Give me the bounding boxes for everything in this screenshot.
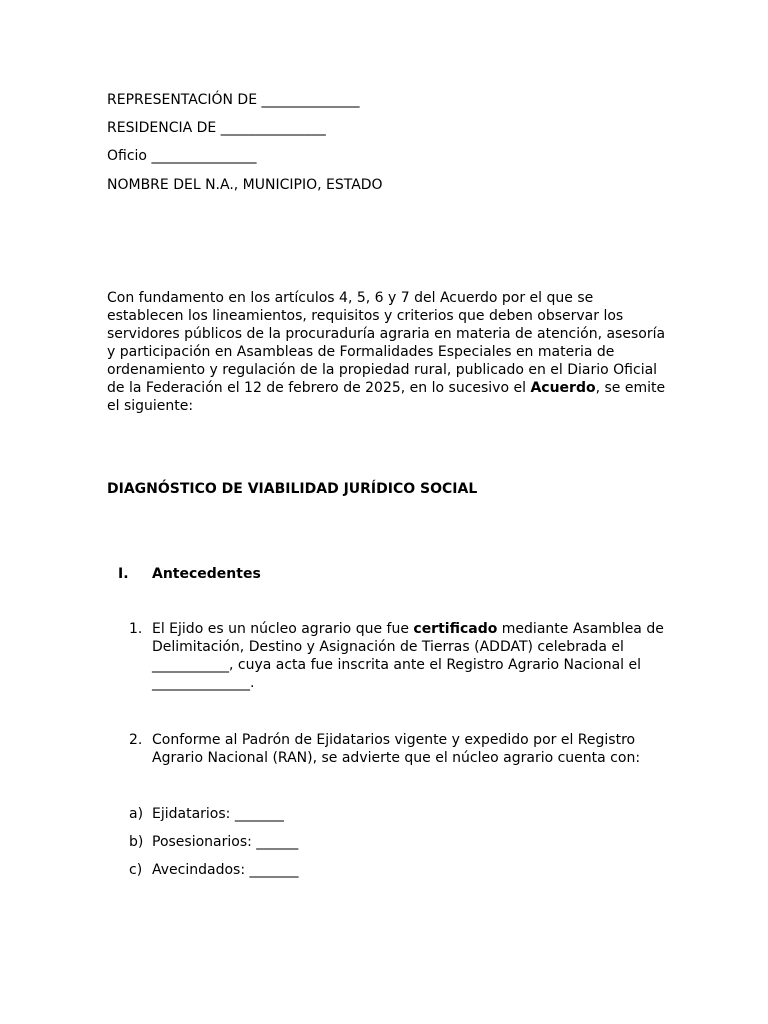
list-item-row: ___________, cuya acta fue inscrita ante el Registro Agrario Nacional el — [152, 657, 642, 673]
sublist-marker: c) — [129, 862, 143, 878]
intro-row: servidores públicos de la procuraduría agraria en materia de atención, asesoría — [107, 326, 666, 342]
list-item-row — [152, 620, 664, 638]
intro-row: Con fundamento en los artículos 4, 5, 6 y 7 del Acuerdo por el que se — [107, 290, 594, 306]
list-item-body — [152, 731, 640, 767]
oficio-line: Oficio _______________ — [107, 148, 257, 164]
residence-line: RESIDENCIA DE _______________ — [107, 120, 326, 136]
sublist-marker: b) — [129, 834, 144, 850]
section-title: Antecedentes — [152, 566, 261, 582]
intro-row: el siguiente: — [107, 398, 194, 414]
list-item-row: Delimitación, Destino y Asignación de Tierras (ADDAT) celebrada el — [152, 639, 624, 655]
section-heading — [118, 565, 261, 583]
list-item-row: Conforme al Padrón de Ejidatarios vigente y expedido por el Registro — [152, 732, 636, 748]
nucleus-name-line: NOMBRE DEL N.A., MUNICIPIO, ESTADO — [107, 177, 383, 193]
list-item-body — [152, 620, 664, 692]
acuerdo-term: Acuerdo — [530, 380, 596, 396]
sublist-text: Posesionarios: ______ — [152, 834, 299, 850]
intro-row: establecen los lineamientos, requisitos y criterios que deben observar los — [107, 308, 624, 324]
section-number: I. — [118, 566, 129, 582]
sublist-text: Ejidatarios: _______ — [152, 806, 284, 822]
intro-text: de la Federación el 12 de febrero de 2025, en lo sucesivo el — [107, 380, 531, 396]
sublist-marker: a) — [129, 806, 144, 822]
certificado-term: certificado — [413, 621, 498, 637]
intro-row: ordenamiento y regulación de la propiedad rural, publicado en el Diario Oficial — [107, 362, 658, 378]
document-title: DIAGNÓSTICO DE VIABILIDAD JURÍDICO SOCIAL — [107, 481, 478, 497]
list-item-row: Agrario Nacional (RAN), se advierte que el núcleo agrario cuenta con: — [152, 750, 641, 766]
list-marker: 2. — [129, 732, 143, 748]
sublist-text: Avecindados: _______ — [152, 862, 299, 878]
intro-row — [107, 379, 667, 397]
intro-row: y participación en Asambleas de Formalidades Especiales en materia de — [107, 344, 615, 360]
list-marker: 1. — [129, 621, 143, 637]
list-item-row: ______________. — [152, 675, 255, 691]
representation-line: REPRESENTACIÓN DE ______________ — [107, 92, 360, 108]
list-item-text: mediante Asamblea de — [497, 621, 664, 637]
list-item-text: El Ejido es un núcleo agrario que fue — [152, 621, 414, 637]
intro-text: , se emite — [595, 380, 666, 396]
intro-paragraph — [107, 289, 667, 415]
